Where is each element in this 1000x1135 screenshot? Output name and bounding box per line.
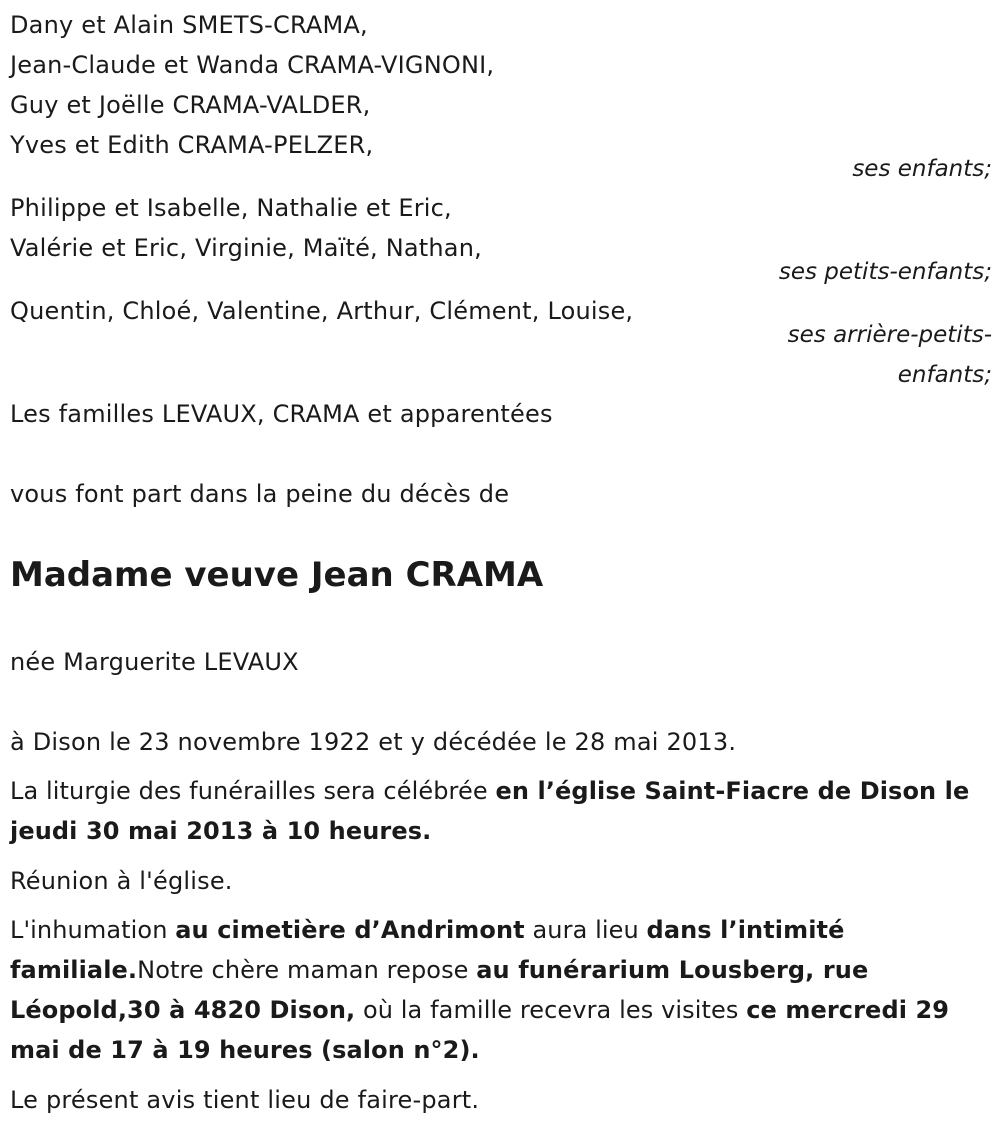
liturgy-place-time: en l’église Saint-Fiacre de Dison le jeudi 30 mai 2013 à 10 heures. — [10, 777, 970, 845]
child-line-2: Jean-Claude et Wanda CRAMA-VIGNONI, — [10, 51, 495, 79]
deceased-name: Madame veuve Jean CRAMA — [10, 555, 544, 595]
announcement-line: vous font part dans la peine du décès de — [10, 480, 510, 508]
great-grandchild-line-1: Quentin, Chloé, Valentine, Arthur, Clément, Louise, — [10, 297, 634, 325]
liturgy-paragraph — [10, 771, 992, 851]
families-line: Les familles LEVAUX, CRAMA et apparentées — [10, 400, 553, 428]
burial-paragraph — [10, 910, 992, 1070]
burial-text-1: L'inhumation — [10, 916, 176, 944]
burial-cemetery: au cimetière d’Andrimont — [175, 916, 525, 944]
grandchildren-label: ses petits-enfants; — [778, 259, 992, 285]
burial-text-3: Notre chère maman repose — [137, 956, 477, 984]
closing-line: Le présent avis tient lieu de faire-part. — [10, 1086, 480, 1114]
child-line-3: Guy et Joëlle CRAMA-VALDER, — [10, 91, 371, 119]
great-grandchildren-label-line-2: enfants; — [897, 362, 992, 388]
funeral-home-address: au funérarium Lousberg, rue Léopold,30 à 4820 Dison, — [10, 956, 869, 1024]
visiting-hours: ce mercredi 29 mai de 17 à 19 heures (salon n°2). — [10, 996, 950, 1064]
maiden-name: née Marguerite LEVAUX — [10, 648, 299, 676]
liturgy-text: La liturgie des funérailles sera célébrée — [10, 777, 496, 805]
great-grandchildren-label-line-1: ses arrière-petits- — [787, 322, 992, 348]
burial-text-4: où la famille recevra les visites — [355, 996, 747, 1024]
burial-intimacy: dans l’intimité familiale. — [10, 916, 845, 984]
grandchild-line-2: Valérie et Eric, Virginie, Maïté, Nathan, — [10, 234, 482, 262]
grandchild-line-1: Philippe et Isabelle, Nathalie et Eric, — [10, 194, 452, 222]
child-line-1: Dany et Alain SMETS-CRAMA, — [10, 11, 368, 39]
children-label: ses enfants; — [852, 156, 992, 182]
burial-text-2: aura lieu — [524, 916, 647, 944]
child-line-4: Yves et Edith CRAMA-PELZER, — [10, 131, 374, 159]
meeting-line: Réunion à l'église. — [10, 867, 233, 895]
birth-death-line: à Dison le 23 novembre 1922 et y décédée le 28 mai 2013. — [10, 728, 737, 756]
